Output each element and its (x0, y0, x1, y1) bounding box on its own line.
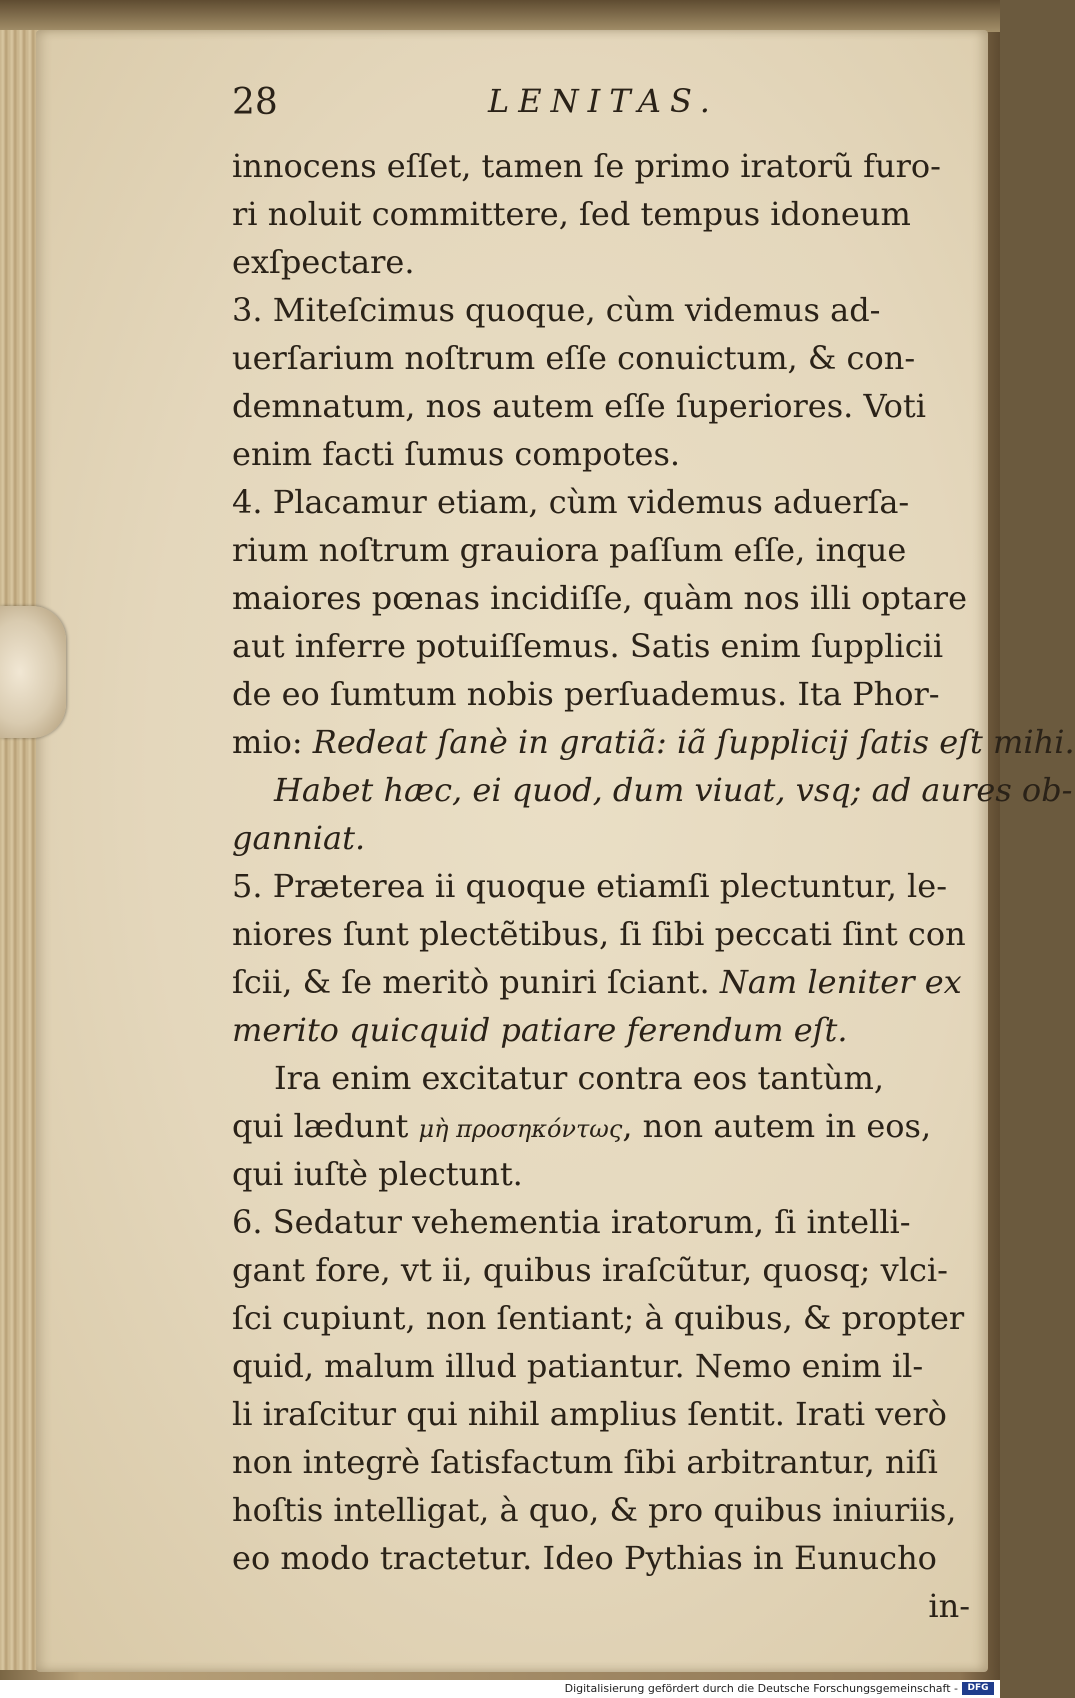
text-line: enim facti ſumus compotes. (232, 435, 681, 473)
greek-lead: qui lædunt (232, 1107, 419, 1145)
text-line-quote (232, 718, 1075, 766)
italic-line: ganniat. (232, 819, 366, 857)
digitization-footer (0, 1680, 1000, 1698)
text-line: gant fore, vt ii, quibus iraſcũtur, quosq; vlci- (232, 1251, 948, 1289)
text-line: 5. Præterea ii quoque etiamſi plectuntur, le- (232, 867, 948, 905)
greek-tail: , non autem in eos, (622, 1107, 932, 1145)
catchword: in- (928, 1587, 970, 1625)
quote-italic: Redeat ſanè in gratiã: iã ſupplicij ſatis eſt mihi. (302, 723, 1075, 761)
page-number: 28 (232, 82, 278, 123)
italic-line: Habet hæc, ei quod, dum viuat, vsq; ad aures ob- (274, 771, 1073, 809)
italic-line: merito quicquid patiare ferendum eſt. (232, 1011, 848, 1049)
line-italic-part: Nam leniter ex (709, 963, 962, 1001)
greek-phrase: μὴ προσηκόντως (418, 1115, 623, 1143)
text-line: uerſarium noſtrum eſſe conuictum, & con- (232, 339, 916, 377)
text-line: 3. Miteſcimus quoque, cùm videmus ad- (232, 291, 881, 329)
text-line: ſci cupiunt, non ſentiant; à quibus, & propter (232, 1299, 965, 1337)
quote-lead: mio: (232, 723, 303, 761)
book-spine (0, 30, 40, 1670)
running-head: LENITAS. (488, 82, 719, 120)
book-top-edge (0, 0, 1000, 32)
line-roman-part: ſcii, & ſe meritò puniri ſciant. (232, 963, 710, 1001)
text-line: innocens eſſet, tamen ſe primo iratorũ furo- (232, 147, 941, 185)
text-line: eo modo tractetur. Ideo Pythias in Eunucho (232, 1539, 937, 1577)
text-line: aut inferre potuiſſemus. Satis enim ſupplicii (232, 627, 944, 665)
page-header (232, 82, 984, 142)
text-line: ri noluit committere, ſed tempus idoneum (232, 195, 911, 233)
text-line: qui iuſtè plectunt. (232, 1155, 523, 1193)
clasp-icon (0, 606, 66, 738)
text-line: non integrè ſatisfactum ſibi arbitrantur, niſi (232, 1443, 938, 1481)
text-line: exſpectare. (232, 243, 415, 281)
text-line: de eo ſumtum nobis perſuademus. Ita Phor- (232, 675, 940, 713)
text-line: hoſtis intelligat, à quo, & pro quibus iniuriis, (232, 1491, 957, 1529)
text-line: li iraſcitur qui nihil amplius ſentit. Irati verò (232, 1395, 947, 1433)
text-line: quid, malum illud patiantur. Nemo enim il- (232, 1347, 924, 1385)
text-line: 6. Sedatur vehementia iratorum, ſi intelli- (232, 1203, 911, 1241)
dfg-logo-icon: DFG (962, 1682, 994, 1695)
text-line: 4. Placamur etiam, cùm videmus aduerſa- (232, 483, 910, 521)
text-line-greek (232, 1102, 984, 1150)
page-text (232, 82, 1075, 1630)
text-line: demnatum, nos autem eſſe ſuperiores. Voti (232, 387, 927, 425)
text-line: maiores pœnas incidiſſe, quàm nos illi optare (232, 579, 968, 617)
text-line: rium noſtrum grauiora paſſum eſſe, inque (232, 531, 907, 569)
text-line-mixed (232, 958, 984, 1006)
footer-credit: Digitalisierung gefördert durch die Deutsche Forschungsgemeinschaft - (564, 1682, 958, 1695)
text-line: Ira enim excitatur contra eos tantùm, (274, 1059, 885, 1097)
text-line: niores ſunt plectẽtibus, ſi ſibi peccati ſint con (232, 915, 966, 953)
